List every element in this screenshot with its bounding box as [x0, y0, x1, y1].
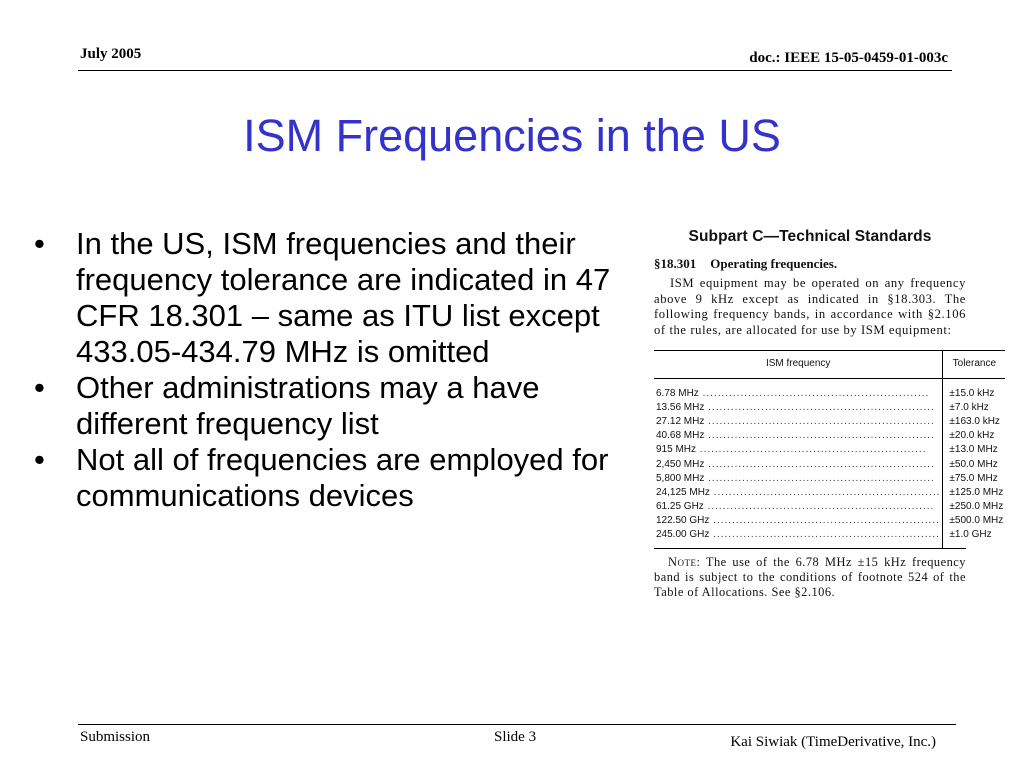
cfr-section-name: Operating frequencies.	[710, 256, 838, 271]
bullet-text: Not all of frequencies are employed for communications devices	[76, 442, 609, 513]
bullet-item	[34, 370, 614, 442]
frequency-value: 61.25 GHz	[656, 500, 704, 512]
cell-tolerance: ±50.0 MHz	[949, 458, 998, 470]
dot-leader: ............................................................	[698, 388, 930, 400]
footer-author: Kai Siwiak (TimeDerivative, Inc.)	[730, 734, 936, 750]
dot-leader: ............................................................	[709, 486, 941, 498]
table-row	[654, 415, 1005, 429]
note-label: Note:	[668, 555, 701, 570]
dot-leader: ............................................................	[703, 500, 935, 512]
cell-tolerance: ±163.0 kHz	[949, 416, 1000, 428]
footer-submission: Submission	[80, 729, 151, 745]
cell-ism-frequency	[654, 415, 943, 429]
frequency-value: 40.68 MHz	[656, 430, 705, 442]
cell-ism-frequency	[654, 429, 943, 443]
cell-ism-frequency	[654, 379, 943, 402]
cell-tolerance: ±13.0 MHz	[949, 444, 998, 456]
frequency-value: 915 MHz	[656, 444, 697, 456]
bullet-dot-icon: •	[34, 370, 45, 405]
bullet-dot-icon: •	[34, 442, 45, 477]
footer-divider	[78, 724, 956, 725]
dot-leader: ............................................................	[704, 458, 935, 470]
frequency-value: 122.50 GHz	[656, 514, 710, 526]
dot-leader: ............................................................	[709, 528, 940, 540]
bullet-text: In the US, ISM frequencies and their frequency tolerance are indicated in 47 CFR 18.301 – same as ITU list except 433.05-434.79 MHz is omitted	[76, 226, 611, 369]
cfr-excerpt-image	[654, 228, 1004, 600]
frequency-value: 24,125 MHz	[656, 486, 710, 498]
table-row	[654, 401, 1005, 415]
cell-tolerance: ±1.0 GHz	[949, 528, 992, 540]
table-row	[654, 379, 1005, 402]
cell-ism-frequency	[654, 514, 943, 528]
frequency-value: 13.56 MHz	[656, 402, 705, 414]
frequency-value: 245.00 GHz	[656, 528, 710, 540]
bullet-dot-icon: •	[34, 226, 45, 261]
cfr-note	[654, 548, 966, 600]
cell-ism-frequency	[654, 486, 943, 500]
bullet-text: Other administrations may a have different frequency list	[76, 370, 540, 441]
cell-ism-frequency	[654, 401, 943, 415]
frequency-value: 2,450 MHz	[656, 458, 705, 470]
cell-tolerance: ±125.0 MHz	[949, 486, 1004, 498]
dot-leader: ............................................................	[709, 514, 940, 526]
dot-leader: ............................................................	[704, 430, 935, 442]
frequency-value: 27.12 MHz	[656, 416, 705, 428]
cell-tolerance: ±15.0 kHz	[949, 388, 995, 400]
footer-slide-number: Slide 3	[494, 729, 537, 745]
cell-tolerance: ±500.0 MHz	[949, 514, 1004, 526]
table-header-row	[654, 351, 1005, 379]
slide-title: ISM Frequencies in the US	[243, 110, 781, 161]
ism-frequency-table	[654, 350, 1005, 548]
table-row	[654, 514, 1005, 528]
header-doc-id: doc.: IEEE 15-05-0459-01-003c	[749, 50, 948, 66]
header-date: July 2005	[80, 46, 142, 62]
bullet-list	[34, 226, 614, 514]
frequency-value: 5,800 MHz	[656, 472, 705, 484]
cell-ism-frequency	[654, 457, 943, 471]
cell-tolerance: ±20.0 kHz	[949, 430, 995, 442]
cell-ism-frequency	[654, 472, 943, 486]
cell-ism-frequency	[654, 443, 943, 457]
table-row	[654, 500, 1005, 514]
column-header-ism-frequency: ISM frequency	[654, 351, 943, 379]
table-row	[654, 472, 1005, 486]
frequency-value: 6.78 MHz	[656, 388, 699, 400]
dot-leader: ............................................................	[704, 472, 935, 484]
table-body	[654, 379, 1005, 549]
cell-ism-frequency	[654, 500, 943, 514]
note-text: The use of the 6.78 MHz ±15 kHz frequency band is subject to the conditions of footnote 524 of the Table of Allocations. See §2.106.	[654, 555, 966, 600]
table-row	[654, 486, 1005, 500]
bullet-item	[34, 226, 614, 370]
table-row	[654, 429, 1005, 443]
cell-tolerance: ±250.0 MHz	[949, 500, 1004, 512]
header-divider	[78, 70, 952, 71]
bullet-item	[34, 442, 614, 514]
table-row	[654, 457, 1005, 471]
cell-tolerance: ±75.0 MHz	[949, 472, 998, 484]
table-row	[654, 528, 1005, 548]
cfr-section-number: §18.301	[654, 256, 697, 271]
dot-leader: ............................................................	[704, 416, 935, 428]
cell-tolerance: ±7.0 kHz	[949, 402, 989, 414]
column-header-tolerance: Tolerance	[943, 351, 1005, 379]
dot-leader: ............................................................	[696, 444, 927, 456]
cfr-section-title	[654, 256, 966, 272]
cfr-body-text: ISM equipment may be operated on any frequency above 9 kHz except as indicated in §18.303. The following frequency bands, in accordance with §2.106 of the rules, are allocated for use by ISM equipment:	[654, 276, 966, 337]
cell-ism-frequency	[654, 528, 943, 548]
cfr-heading: Subpart C—Technical Standards	[688, 228, 932, 245]
dot-leader: ............................................................	[704, 402, 935, 414]
table-row	[654, 443, 1005, 457]
